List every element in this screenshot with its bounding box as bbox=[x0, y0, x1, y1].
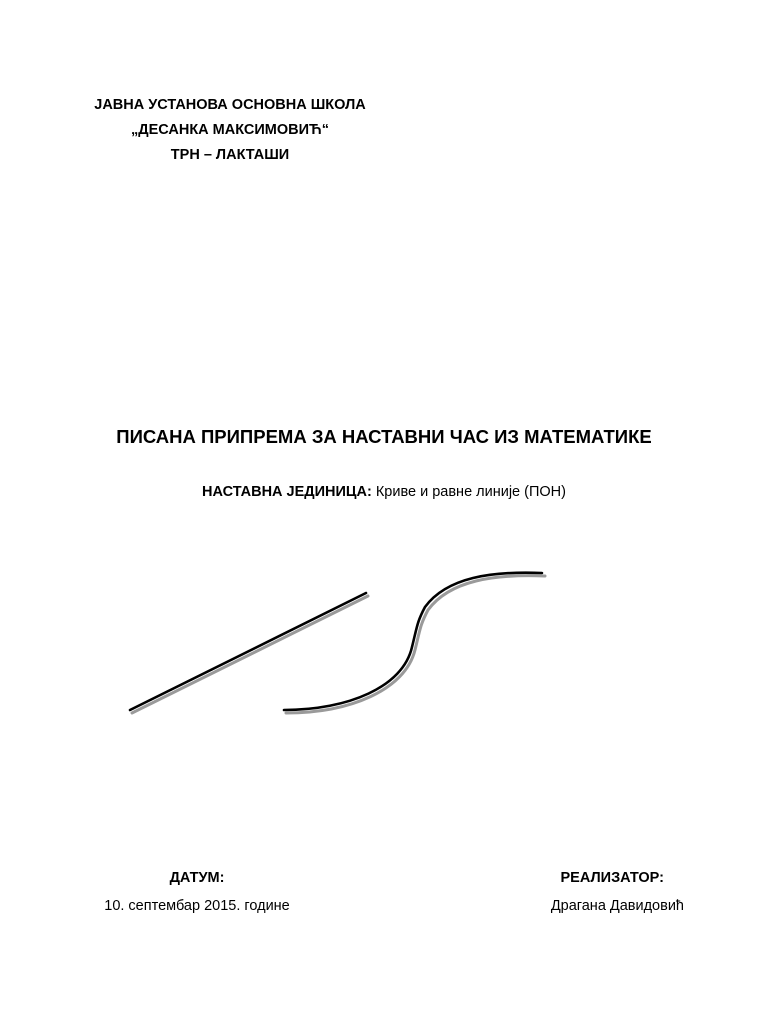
straight-line bbox=[130, 593, 366, 710]
school-header bbox=[0, 93, 460, 168]
date-label: ДАТУМ: bbox=[169, 870, 225, 886]
school-header-line-2: „ДЕСАНКА МАКСИМОВИЋ“ bbox=[131, 122, 329, 138]
lesson-unit bbox=[0, 484, 768, 500]
school-header-line-1: ЈАВНА УСТАНОВА ОСНОВНА ШКОЛА bbox=[94, 97, 366, 113]
author-label: РЕАЛИЗАТОР: bbox=[560, 870, 664, 886]
curved-line bbox=[284, 573, 542, 710]
curved-line-shadow bbox=[286, 576, 545, 713]
lesson-unit-label: НАСТАВНА ЈЕДИНИЦА: bbox=[202, 484, 372, 500]
document-title: ПИСАНА ПРИПРЕМА ЗА НАСТАВНИ ЧАС ИЗ МАТЕМАТИКЕ bbox=[116, 426, 652, 447]
school-header-line-3: ТРН – ЛАКТАШИ bbox=[170, 147, 290, 163]
date-section bbox=[74, 864, 320, 920]
author-section bbox=[486, 864, 684, 920]
author-value: Драгана Давидовић bbox=[550, 898, 684, 914]
date-value: 10. септембар 2015. године bbox=[104, 898, 290, 914]
straight-line-shadow bbox=[132, 596, 368, 713]
lesson-unit-value: Криве и равне линије (ПОН) bbox=[371, 484, 566, 500]
